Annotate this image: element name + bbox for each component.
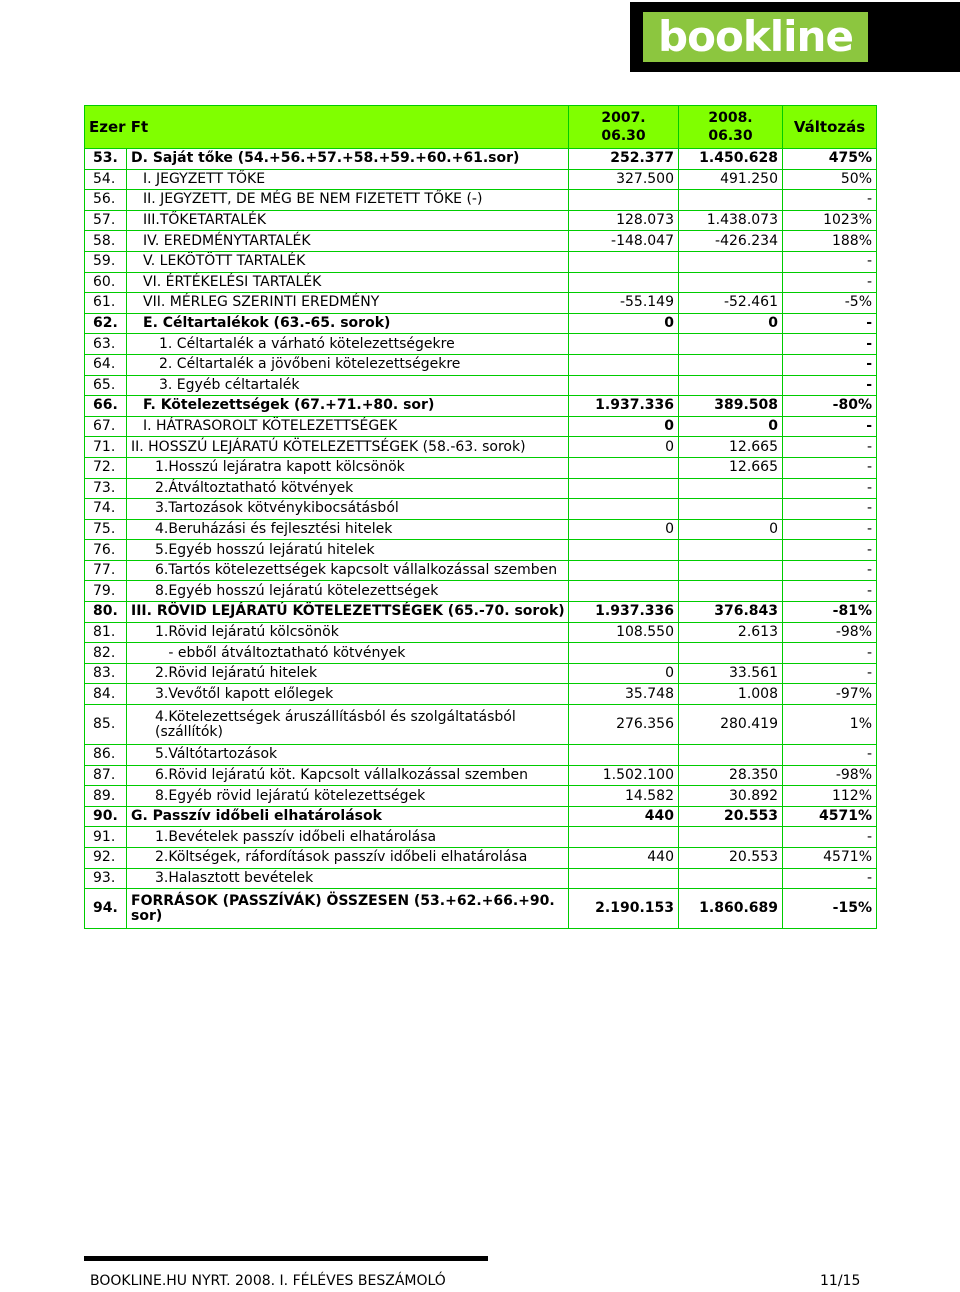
value-2008: 0 xyxy=(679,519,783,540)
value-change: - xyxy=(783,827,877,848)
row-number: 73. xyxy=(85,478,127,499)
row-number: 75. xyxy=(85,519,127,540)
value-2008 xyxy=(679,499,783,520)
value-2008: 389.508 xyxy=(679,396,783,417)
footer-title: BOOKLINE.HU NYRT. 2008. I. FÉLÉVES BESZÁMOLÓ xyxy=(90,1273,446,1289)
value-change: - xyxy=(783,457,877,478)
logo-text: bookline xyxy=(643,12,868,62)
value-change: - xyxy=(783,190,877,211)
row-number: 59. xyxy=(85,251,127,272)
row-label: II. JEGYZETT, DE MÉG BE NEM FIZETETT TŐKE (-) xyxy=(127,190,569,211)
value-2008: 1.450.628 xyxy=(679,149,783,170)
table-row xyxy=(85,251,877,272)
table-row xyxy=(85,622,877,643)
row-number: 79. xyxy=(85,581,127,602)
value-2008 xyxy=(679,478,783,499)
value-2007 xyxy=(569,745,679,766)
value-2008 xyxy=(679,827,783,848)
value-change: - xyxy=(783,868,877,889)
value-change: -15% xyxy=(783,889,877,929)
table-row xyxy=(85,848,877,869)
row-number: 80. xyxy=(85,602,127,623)
row-number: 57. xyxy=(85,210,127,231)
value-change: -98% xyxy=(783,622,877,643)
row-label: 5.Egyéb hosszú lejáratú hitelek xyxy=(127,540,569,561)
row-number: 83. xyxy=(85,663,127,684)
row-label: I. HÁTRASOROLT KÖTELEZETTSÉGEK xyxy=(127,416,569,437)
table-row xyxy=(85,663,877,684)
value-change: - xyxy=(783,643,877,664)
value-change: 188% xyxy=(783,231,877,252)
row-number: 92. xyxy=(85,848,127,869)
table-row xyxy=(85,437,877,458)
row-label: F. Kötelezettségek (67.+71.+80. sor) xyxy=(127,396,569,417)
value-2007: 440 xyxy=(569,806,679,827)
row-label: I. JEGYZETT TŐKE xyxy=(127,169,569,190)
row-number: 61. xyxy=(85,293,127,314)
table-row xyxy=(85,210,877,231)
value-2008 xyxy=(679,540,783,561)
row-label: 4.Kötelezettségek áruszállításból és szolgáltatásból (szállítók) xyxy=(127,705,569,745)
value-change: 4571% xyxy=(783,848,877,869)
value-2007: 0 xyxy=(569,437,679,458)
row-number: 76. xyxy=(85,540,127,561)
header-2008: 2008. 06.30 xyxy=(679,106,783,149)
value-2007: 0 xyxy=(569,519,679,540)
value-change: -5% xyxy=(783,293,877,314)
row-number: 65. xyxy=(85,375,127,396)
row-label: 8.Egyéb hosszú lejáratú kötelezettségek xyxy=(127,581,569,602)
value-change: - xyxy=(783,416,877,437)
value-2007: -55.149 xyxy=(569,293,679,314)
value-change: - xyxy=(783,354,877,375)
value-2007: 1.502.100 xyxy=(569,765,679,786)
row-number: 91. xyxy=(85,827,127,848)
value-2007 xyxy=(569,375,679,396)
value-2007 xyxy=(569,540,679,561)
value-2008: 376.843 xyxy=(679,602,783,623)
value-2007: -148.047 xyxy=(569,231,679,252)
row-label: VII. MÉRLEG SZERINTI EREDMÉNY xyxy=(127,293,569,314)
value-change: - xyxy=(783,499,877,520)
row-number: 89. xyxy=(85,786,127,807)
value-change: 1% xyxy=(783,705,877,745)
value-change: - xyxy=(783,663,877,684)
value-2007 xyxy=(569,251,679,272)
value-change: - xyxy=(783,478,877,499)
row-label: FORRÁSOK (PASSZÍVÁK) ÖSSZESEN (53.+62.+66.+90. sor) xyxy=(127,889,569,929)
row-number: 81. xyxy=(85,622,127,643)
value-2007: 35.748 xyxy=(569,684,679,705)
table-row xyxy=(85,705,877,745)
value-2008 xyxy=(679,868,783,889)
value-change: 1023% xyxy=(783,210,877,231)
value-2007: 1.937.336 xyxy=(569,396,679,417)
value-2007 xyxy=(569,457,679,478)
value-2008: -426.234 xyxy=(679,231,783,252)
row-label: 2.Költségek, ráfordítások passzív időbeli elhatárolása xyxy=(127,848,569,869)
value-2008: 491.250 xyxy=(679,169,783,190)
table-row xyxy=(85,375,877,396)
row-label: D. Saját tőke (54.+56.+57.+58.+59.+60.+61.sor) xyxy=(127,149,569,170)
bookline-logo xyxy=(630,2,960,72)
value-change: - xyxy=(783,334,877,355)
value-2007: 440 xyxy=(569,848,679,869)
value-change: -97% xyxy=(783,684,877,705)
table-row xyxy=(85,602,877,623)
balance-sheet-table xyxy=(84,105,877,929)
table-row xyxy=(85,499,877,520)
row-number: 66. xyxy=(85,396,127,417)
table-row xyxy=(85,457,877,478)
value-2007 xyxy=(569,827,679,848)
value-2008: 0 xyxy=(679,416,783,437)
value-2008: 12.665 xyxy=(679,457,783,478)
row-label: G. Passzív időbeli elhatárolások xyxy=(127,806,569,827)
table-row xyxy=(85,889,877,929)
header-2007: 2007. 06.30 xyxy=(569,106,679,149)
header-unit: Ezer Ft xyxy=(85,106,569,149)
value-change: -80% xyxy=(783,396,877,417)
table-row xyxy=(85,643,877,664)
value-2008: 1.438.073 xyxy=(679,210,783,231)
row-label: 8.Egyéb rövid lejáratú kötelezettségek xyxy=(127,786,569,807)
value-2007 xyxy=(569,190,679,211)
value-2008 xyxy=(679,375,783,396)
table-row xyxy=(85,416,877,437)
value-change: - xyxy=(783,437,877,458)
row-number: 74. xyxy=(85,499,127,520)
row-number: 64. xyxy=(85,354,127,375)
row-label: 1.Rövid lejáratú kölcsönök xyxy=(127,622,569,643)
value-change: -81% xyxy=(783,602,877,623)
value-change: - xyxy=(783,272,877,293)
value-change: - xyxy=(783,745,877,766)
table-row xyxy=(85,786,877,807)
value-2008 xyxy=(679,560,783,581)
row-number: 71. xyxy=(85,437,127,458)
table-row xyxy=(85,334,877,355)
row-label: 2.Átváltoztatható kötvények xyxy=(127,478,569,499)
row-label: 3. Egyéb céltartalék xyxy=(127,375,569,396)
table-row xyxy=(85,745,877,766)
value-change: - xyxy=(783,313,877,334)
value-2007: 108.550 xyxy=(569,622,679,643)
value-2008: 30.892 xyxy=(679,786,783,807)
row-label: II. HOSSZÚ LEJÁRATÚ KÖTELEZETTSÉGEK (58.-63. sorok) xyxy=(127,437,569,458)
row-number: 90. xyxy=(85,806,127,827)
row-label: 1.Bevételek passzív időbeli elhatárolása xyxy=(127,827,569,848)
row-label: IV. EREDMÉNYTARTALÉK xyxy=(127,231,569,252)
value-change: - xyxy=(783,540,877,561)
value-2008 xyxy=(679,190,783,211)
table-row xyxy=(85,868,877,889)
value-2007: 14.582 xyxy=(569,786,679,807)
value-2008 xyxy=(679,272,783,293)
table-row xyxy=(85,354,877,375)
row-number: 93. xyxy=(85,868,127,889)
value-2008: 1.008 xyxy=(679,684,783,705)
value-change: 475% xyxy=(783,149,877,170)
value-2007: 0 xyxy=(569,313,679,334)
value-2007 xyxy=(569,478,679,499)
value-change: - xyxy=(783,560,877,581)
value-2007 xyxy=(569,868,679,889)
value-2007 xyxy=(569,581,679,602)
value-2007 xyxy=(569,354,679,375)
value-2008 xyxy=(679,643,783,664)
table-row xyxy=(85,581,877,602)
row-number: 86. xyxy=(85,745,127,766)
value-2007 xyxy=(569,272,679,293)
row-number: 56. xyxy=(85,190,127,211)
value-2007 xyxy=(569,334,679,355)
value-2007: 0 xyxy=(569,416,679,437)
row-label: VI. ÉRTÉKELÉSI TARTALÉK xyxy=(127,272,569,293)
row-number: 72. xyxy=(85,457,127,478)
value-2008: 28.350 xyxy=(679,765,783,786)
value-2008: 280.419 xyxy=(679,705,783,745)
row-number: 67. xyxy=(85,416,127,437)
row-label: V. LEKÖTÖTT TARTALÉK xyxy=(127,251,569,272)
table-row xyxy=(85,169,877,190)
footer-rule xyxy=(84,1256,488,1261)
value-2008: 2.613 xyxy=(679,622,783,643)
value-2008 xyxy=(679,354,783,375)
row-label: 3.Tartozások kötvénykibocsátásból xyxy=(127,499,569,520)
value-2008: 0 xyxy=(679,313,783,334)
row-number: 87. xyxy=(85,765,127,786)
table-row xyxy=(85,396,877,417)
table-row xyxy=(85,806,877,827)
row-number: 63. xyxy=(85,334,127,355)
row-number: 53. xyxy=(85,149,127,170)
header-change: Változás xyxy=(783,106,877,149)
row-label: 1.Hosszú lejáratra kapott kölcsönök xyxy=(127,457,569,478)
table-row xyxy=(85,272,877,293)
page-number: 11/15 xyxy=(820,1273,861,1289)
table-row xyxy=(85,293,877,314)
row-label: 3.Halasztott bevételek xyxy=(127,868,569,889)
value-2007 xyxy=(569,643,679,664)
table-row xyxy=(85,765,877,786)
value-change: 4571% xyxy=(783,806,877,827)
value-2008: 33.561 xyxy=(679,663,783,684)
value-change: - xyxy=(783,519,877,540)
row-number: 58. xyxy=(85,231,127,252)
table-row xyxy=(85,231,877,252)
row-label: 3.Vevőtől kapott előlegek xyxy=(127,684,569,705)
row-number: 94. xyxy=(85,889,127,929)
row-number: 54. xyxy=(85,169,127,190)
table-row xyxy=(85,149,877,170)
value-2007 xyxy=(569,499,679,520)
row-label: - ebből átváltoztatható kötvények xyxy=(127,643,569,664)
row-number: 85. xyxy=(85,705,127,745)
table-row xyxy=(85,478,877,499)
value-2007: 2.190.153 xyxy=(569,889,679,929)
value-change: - xyxy=(783,251,877,272)
value-2007: 128.073 xyxy=(569,210,679,231)
value-2008 xyxy=(679,334,783,355)
value-2008: 1.860.689 xyxy=(679,889,783,929)
value-2007: 276.356 xyxy=(569,705,679,745)
value-2008: 20.553 xyxy=(679,848,783,869)
row-label: 6.Tartós kötelezettségek kapcsolt vállalkozással szemben xyxy=(127,560,569,581)
table-row xyxy=(85,519,877,540)
row-label: III. RÖVID LEJÁRATÚ KÖTELEZETTSÉGEK (65.-70. sorok) xyxy=(127,602,569,623)
row-number: 77. xyxy=(85,560,127,581)
table-row xyxy=(85,684,877,705)
value-2007: 252.377 xyxy=(569,149,679,170)
value-2007: 0 xyxy=(569,663,679,684)
row-label: 6.Rövid lejáratú köt. Kapcsolt vállalkozással szemben xyxy=(127,765,569,786)
value-2008 xyxy=(679,251,783,272)
value-2008: -52.461 xyxy=(679,293,783,314)
value-2007: 1.937.336 xyxy=(569,602,679,623)
row-label: 4.Beruházási és fejlesztési hitelek xyxy=(127,519,569,540)
value-change: - xyxy=(783,375,877,396)
row-number: 62. xyxy=(85,313,127,334)
value-change: -98% xyxy=(783,765,877,786)
row-number: 60. xyxy=(85,272,127,293)
table-row xyxy=(85,313,877,334)
row-number: 82. xyxy=(85,643,127,664)
value-2008 xyxy=(679,581,783,602)
row-label: E. Céltartalékok (63.-65. sorok) xyxy=(127,313,569,334)
row-label: 2.Rövid lejáratú hitelek xyxy=(127,663,569,684)
row-number: 84. xyxy=(85,684,127,705)
value-2008 xyxy=(679,745,783,766)
value-change: 112% xyxy=(783,786,877,807)
value-change: 50% xyxy=(783,169,877,190)
value-2007 xyxy=(569,560,679,581)
row-label: 1. Céltartalék a várható kötelezettségekre xyxy=(127,334,569,355)
row-label: 2. Céltartalék a jövőbeni kötelezettségekre xyxy=(127,354,569,375)
value-2007: 327.500 xyxy=(569,169,679,190)
value-2008: 12.665 xyxy=(679,437,783,458)
table-row xyxy=(85,540,877,561)
table-row xyxy=(85,827,877,848)
value-change: - xyxy=(783,581,877,602)
table-header-row xyxy=(85,106,877,149)
table-row xyxy=(85,190,877,211)
table-row xyxy=(85,560,877,581)
row-label: 5.Váltótartozások xyxy=(127,745,569,766)
value-2008: 20.553 xyxy=(679,806,783,827)
row-label: III.TŐKETARTALÉK xyxy=(127,210,569,231)
